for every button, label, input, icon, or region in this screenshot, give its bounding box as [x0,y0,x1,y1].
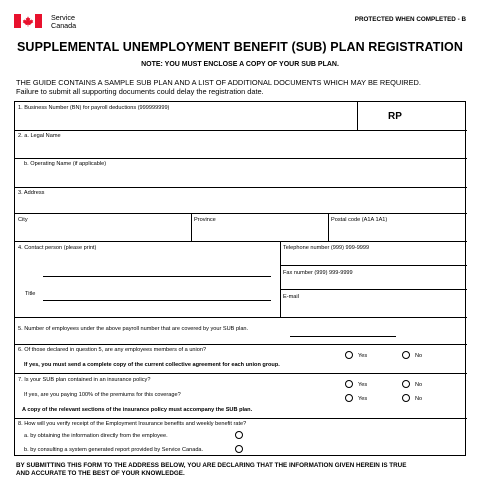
q6-label: 6. Of those declared in question 5, are any employees members of a union? [18,347,207,353]
form-note: NOTE: YOU MUST ENCLOSE A COPY OF YOUR SUB PLAN. [141,61,339,68]
q7b-no-label: No [415,396,423,402]
q1-label: 1. Business Number (BN) for payroll deductions (999999999) [18,105,170,111]
q6-no-label: No [415,353,423,359]
q7b-label: If yes, are you paying 100% of the premiums for this coverage? [24,392,181,398]
email-label: E-mail [283,294,299,300]
q2a-label: 2. a. Legal Name [18,133,61,139]
canada-flag-icon [14,14,42,28]
guide-line1: THE GUIDE CONTAINS A SAMPLE SUB PLAN AND A LIST OF ADDITIONAL DOCUMENTS WHICH MAY BE REQUIRED. [16,78,421,87]
postal-label: Postal code (A1A 1A1) [331,217,388,223]
q7-no-label: No [415,382,423,388]
agency-name [51,14,76,31]
q7-label: 7. Is your SUB plan contained in an insurance policy? [18,377,151,383]
guide-line2: Failure to submit all supporting documents could delay the registration date. [16,87,264,96]
q4-label: 4. Contact person (please print) [18,245,97,251]
city-label: City [18,217,28,223]
q8b-label: b. by consulting a system generated report provided by Service Canada. [24,447,204,453]
registration-form [14,101,466,456]
protected-label: PROTECTED WHEN COMPLETED - B [354,16,466,23]
q3-label: 3. Address [18,190,45,196]
form-title: SUPPLEMENTAL UNEMPLOYMENT BENEFIT (SUB) PLAN REGISTRATION [17,40,463,54]
q6-no-radio[interactable] [402,351,410,359]
agency-line2: Canada [51,21,77,31]
q8a-label: a. by obtaining the information directly from the employee. [24,433,168,439]
q6-note: If yes, you must send a complete copy of the current collective agreement for each union group. [24,362,280,368]
declaration-line1: BY SUBMITTING THIS FORM TO THE ADDRESS BELOW, YOU ARE DECLARING THAT THE INFORMATION GIVEN HEREIN IS TRUE [16,462,407,469]
title-line [43,300,271,301]
q6-yes-radio[interactable] [345,351,353,359]
q7b-no-radio[interactable] [402,394,410,402]
title-label: Title [25,291,36,297]
declaration-text [16,462,466,478]
q7-yes-radio[interactable] [345,380,353,388]
province-label: Province [194,217,216,223]
declaration-line2: AND ACCURATE TO THE BEST OF YOUR KNOWLEDGE. [16,470,185,477]
q7b-yes-radio[interactable] [345,394,353,402]
q8-label: 8. How will you verify receipt of the Employment Insurance benefits and weekly benefit rate? [18,421,247,427]
q7-yes-label: Yes [358,382,368,388]
rp-label: RP [388,111,402,122]
q7-no-radio[interactable] [402,380,410,388]
q8a-radio[interactable] [235,431,243,439]
phone-label: Telephone number (999) 999-9999 [283,245,370,251]
q2b-label: b. Operating Name (if applicable) [24,161,107,167]
q5-label: 5. Number of employees under the above payroll number that are covered by your SUB plan. [18,326,249,332]
guide-text [16,78,476,96]
q6-yes-label: Yes [358,353,368,359]
q8b-radio[interactable] [235,445,243,453]
contact-name-line [43,276,271,277]
q7b-yes-label: Yes [358,396,368,402]
q5-answer-line [290,336,396,337]
fax-label: Fax number (999) 999-9999 [283,270,353,276]
q7-note: A copy of the relevant sections of the insurance policy must accompany the SUB plan. [22,407,253,413]
agency-line1: Service [51,13,75,22]
